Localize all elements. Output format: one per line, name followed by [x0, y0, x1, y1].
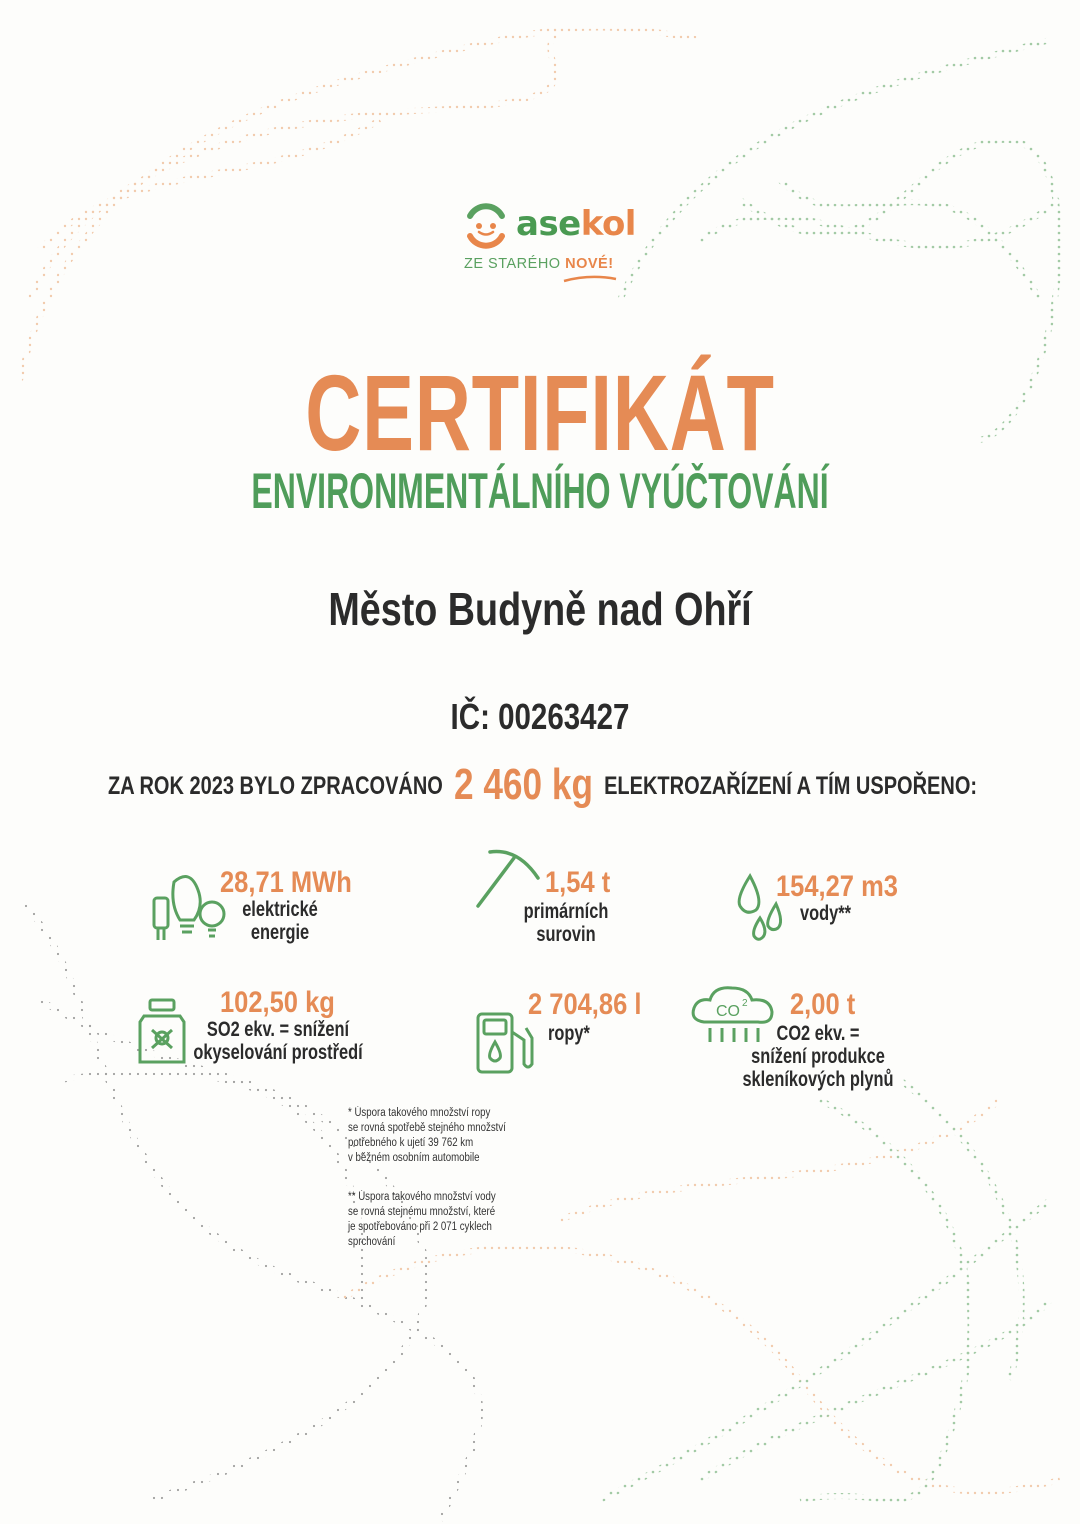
processed-amount: 2 460 kg: [454, 760, 593, 809]
raw-materials-value: 1,54 t: [545, 866, 611, 899]
co2-label: CO2 ekv. = snížení produkce skleníkových plynů: [742, 1022, 894, 1091]
asekol-logo: [462, 196, 662, 286]
so2-label: SO2 ekv. = snížení okyselování prostředí: [193, 1018, 363, 1064]
logo-wordmark: asekol: [516, 204, 636, 244]
svg-text:2: 2: [742, 998, 748, 1009]
toxic-canister-icon: [134, 996, 190, 1066]
water-value: 154,27 m3: [776, 870, 898, 903]
logo-swoosh: [562, 274, 618, 284]
svg-text:CO: CO: [716, 1003, 740, 1020]
raw-materials-label: primárních surovin: [523, 900, 609, 946]
oil-label: ropy*: [548, 1022, 590, 1045]
certificate-subtitle: ENVIRONMENTÁLNÍHO VYÚČTOVÁNÍ: [251, 463, 829, 519]
recycle-smile-icon: [462, 202, 510, 250]
oil-value: 2 704,86 l: [528, 988, 642, 1021]
oil-footnote: * Úspora takového množství ropy se rovná spotřebě stejného množství potřebného k ujetí 39 762 km v běžném osobním automobile: [348, 1107, 506, 1164]
energy-value: 28,71 MWh: [220, 866, 352, 899]
energy-label: elektrické energie: [242, 898, 318, 944]
so2-value: 102,50 kg: [220, 986, 335, 1019]
summary-line: ZA ROK 2023 BYLO ZPRACOVÁNO 2 460 kg ELEKTROZAŘÍZENÍ A TÍM USPOŘENO:: [108, 760, 978, 809]
logo-tagline: ZE STARÉHO NOVÉ!: [464, 256, 614, 272]
company-id: IČ: 00263427: [450, 696, 630, 737]
water-label: vody**: [800, 902, 851, 925]
recipient-name: Město Budyně nad Ohří: [328, 583, 752, 635]
water-footnote: ** Úspora takového množství vody se rovná stejnému množství, které je spotřebováno při 2 071 cyklech sprchování: [348, 1191, 496, 1248]
certificate-title: CERTIFIKÁT: [305, 352, 775, 473]
co2-value: 2,00 t: [790, 988, 856, 1021]
